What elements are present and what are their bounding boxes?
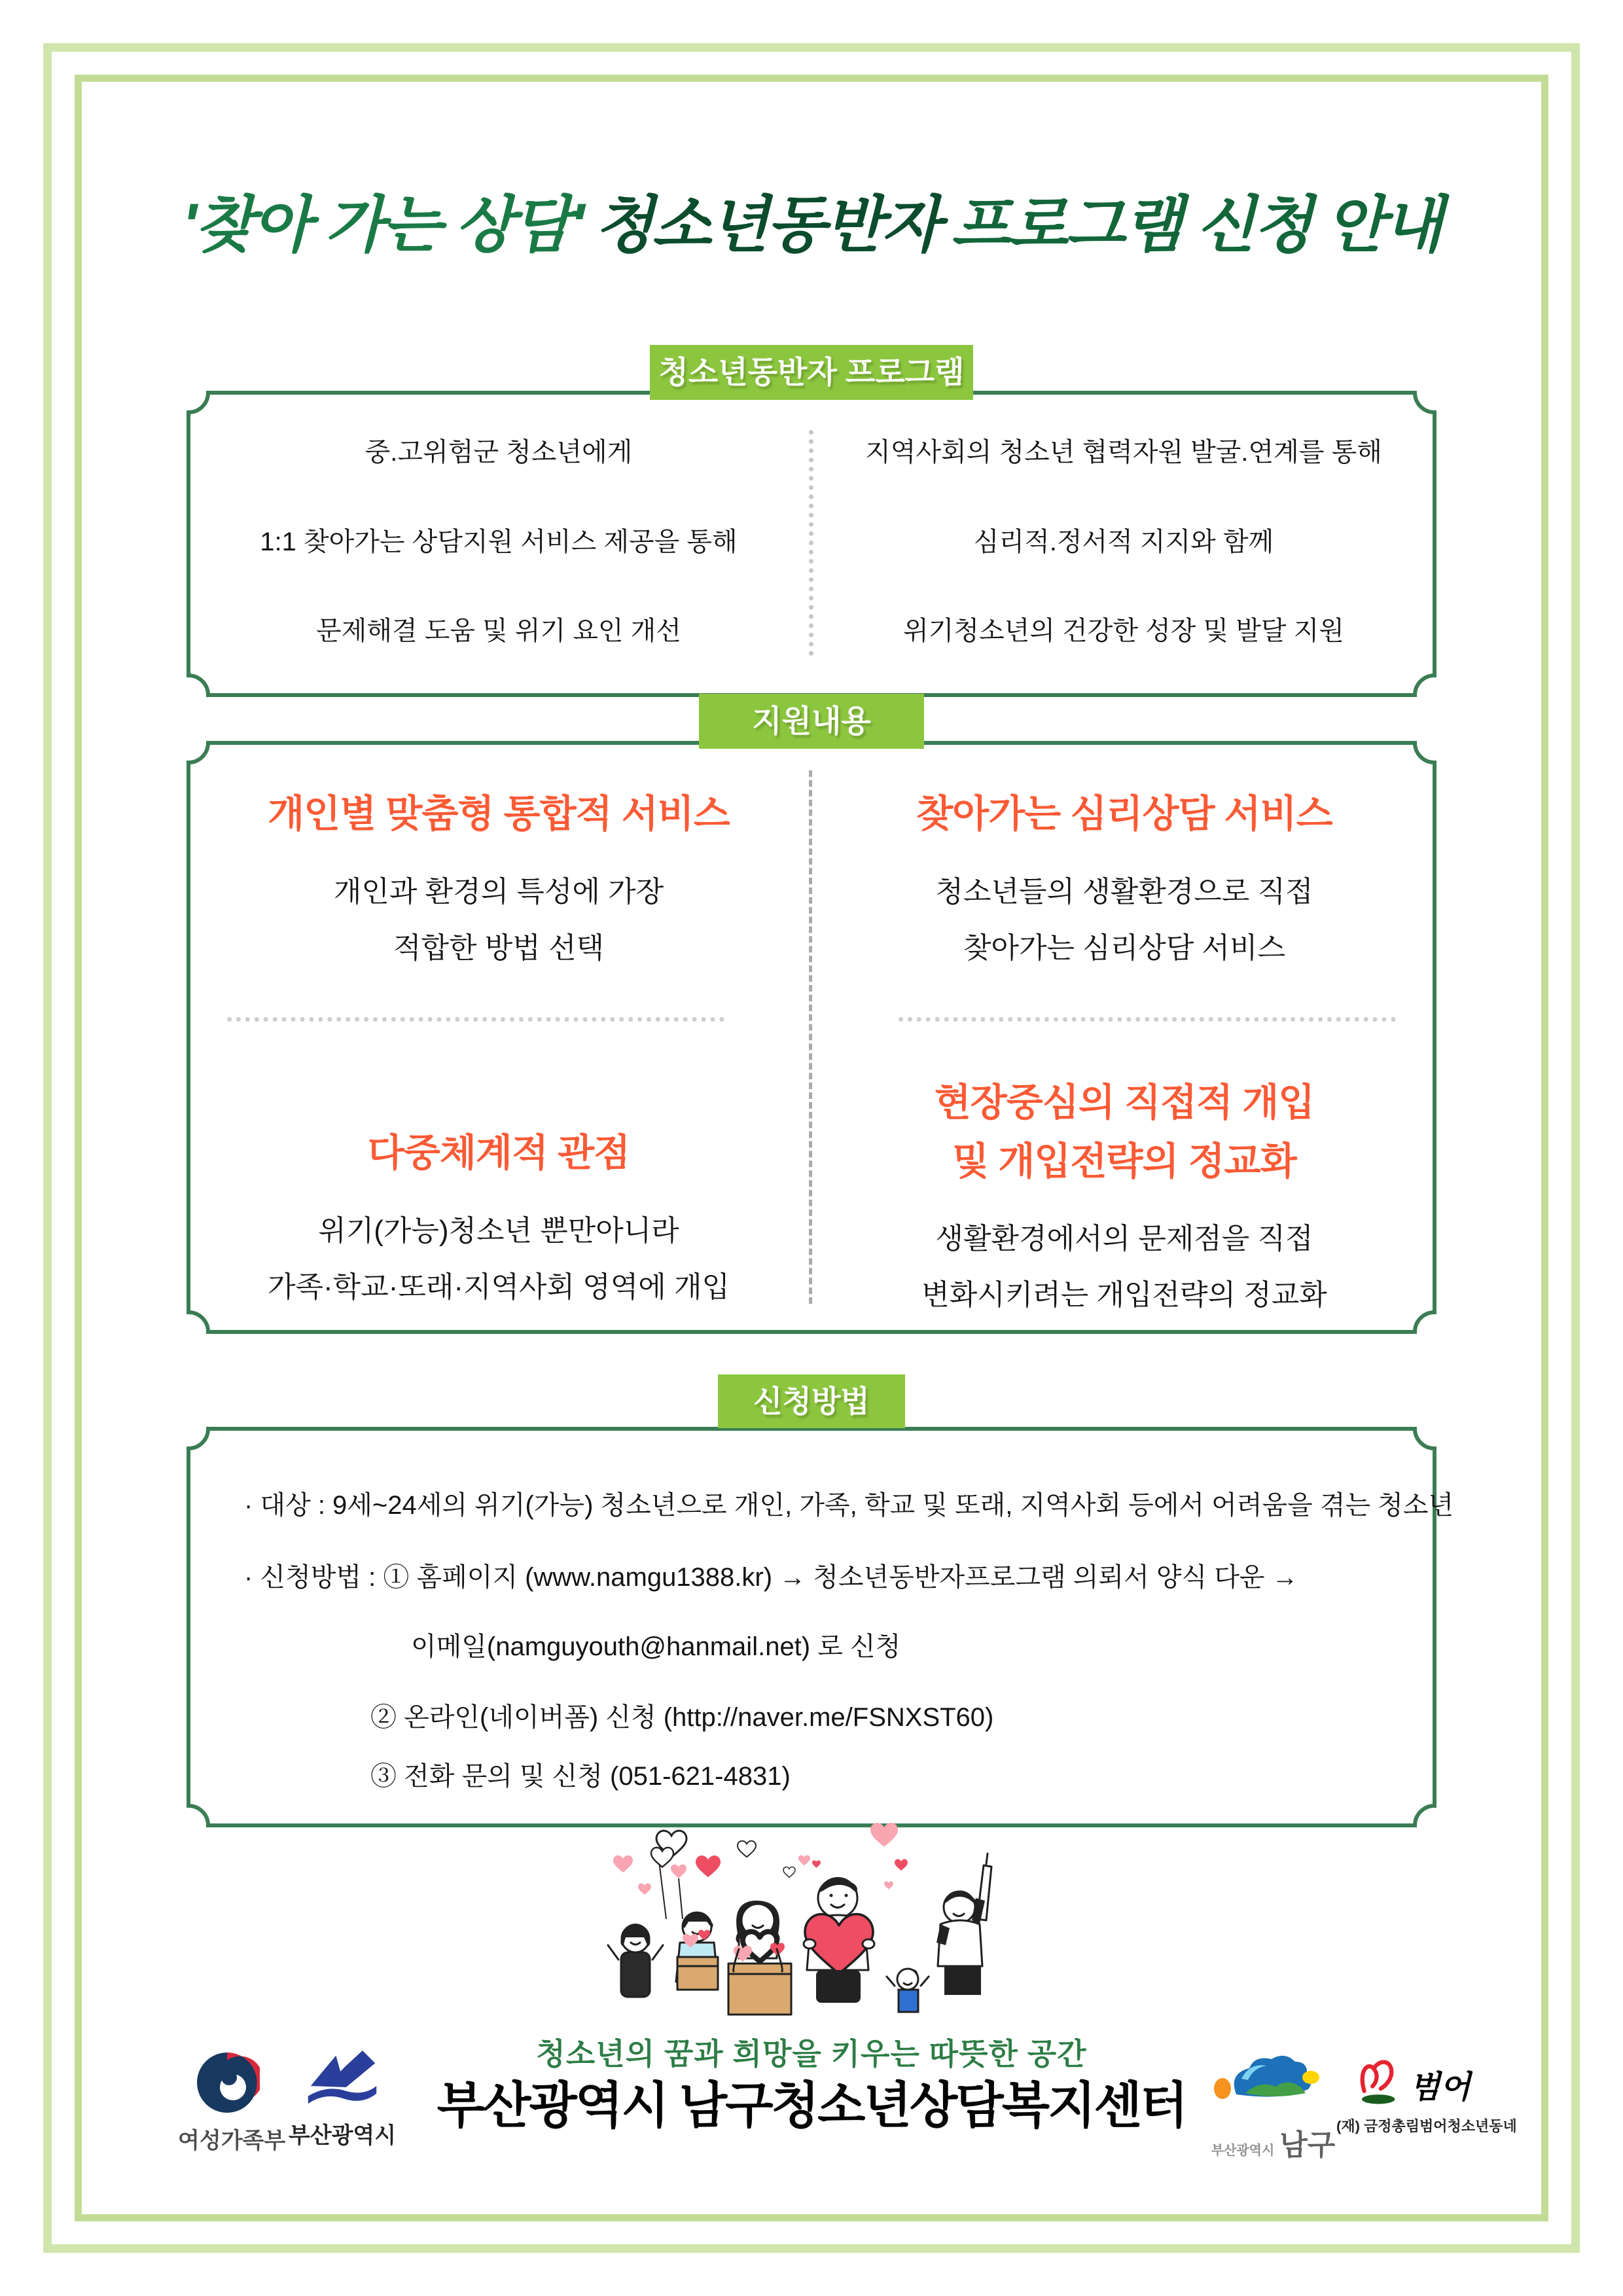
beomeo-logo-icon	[1356, 2054, 1403, 2114]
quadrant-line: 생활환경에서의 문제점을 직접	[935, 1223, 1313, 1255]
program-badge: 청소년동반자 프로그램	[650, 345, 973, 400]
heart-icon	[671, 1865, 687, 1878]
busan-city-logo	[287, 2046, 398, 2149]
support-left-divider	[227, 1017, 724, 1022]
namgu-logo	[1206, 2051, 1340, 2163]
heart-icon	[638, 1884, 651, 1895]
namgu-logo-label	[1206, 2121, 1340, 2163]
program-right-line: 위기청소년의 건강한 성장 및 발달 지원	[903, 617, 1344, 645]
quadrant-line: 청소년들의 생활환경으로 직접	[935, 876, 1313, 908]
quadrant-line: 변화시키려는 개입전략의 정교화	[921, 1279, 1327, 1311]
apply-email-line: 이메일(namguyouth@hanmail.net) 로 신청	[411, 1632, 901, 1661]
heart-icon	[696, 1856, 721, 1877]
section-apply	[187, 1384, 1454, 1827]
quadrant-title: 찾아가는 심리상담 서비스	[916, 793, 1332, 835]
apply-badge: 신청방법	[718, 1374, 905, 1428]
quadrant-line: 위기(가능)청소년 뿐만아니라	[318, 1215, 679, 1247]
kid-figure	[887, 1969, 929, 2012]
quadrant-title: 및 개입전략의 정교화	[952, 1140, 1296, 1183]
program-right-line: 심리적.정서적 지지와 함께	[973, 527, 1274, 556]
man-heart-figure	[804, 1877, 874, 2003]
namgu-logo-icon	[1211, 2051, 1336, 2117]
quadrant-title: 개인별 맞춤형 통합적 서비스	[268, 793, 730, 835]
poster-title	[0, 175, 1623, 264]
mogef-logo	[178, 2050, 286, 2155]
namgu-label-city: 부산광역시	[1211, 2144, 1275, 2158]
quadrant-line: 적합한 방법 선택	[393, 932, 604, 964]
title-part3: 프로그램 신청 안내	[950, 190, 1441, 259]
quadrant-title: 다중체계적 관점	[367, 1132, 630, 1174]
beomeo-logo-caption: (재) 금정총림범어청소년동네	[1336, 2118, 1517, 2134]
program-right-column	[836, 431, 1412, 647]
boy-box-figure	[676, 1912, 718, 1990]
title-part1: '찾아 가는 상담'	[182, 190, 583, 259]
quadrant-line: 찾아가는 심리상담 서비스	[963, 932, 1285, 964]
boy-pointing-figure	[936, 1854, 991, 1995]
support-quadrant-3	[211, 1132, 787, 1316]
footer-slogan: 청소년의 꿈과 희망을 키우는 따뜻한 공간	[536, 2037, 1087, 2071]
quadrant-title: 현장중심의 직접적 개입	[934, 1081, 1315, 1124]
program-left-column	[224, 431, 774, 647]
apply-online-line: ② 온라인(네이버폼) 신청 (http://naver.me/FSNXST60)	[370, 1703, 994, 1732]
heart-icon	[651, 1848, 673, 1867]
heart-icon	[613, 1856, 633, 1873]
program-right-line: 지역사회의 청소년 협력자원 발굴.연계를 통해	[865, 438, 1382, 467]
program-left-line: 문제해결 도움 및 위기 요인 개선	[316, 617, 681, 645]
heart-icon	[895, 1859, 908, 1871]
quadrant-line: 개인과 환경의 특성에 가장	[333, 876, 664, 908]
beomeo-logo	[1336, 2054, 1517, 2136]
support-center-divider	[809, 770, 812, 1304]
mogef-logo-icon	[194, 2050, 260, 2115]
namgu-label-gu: 남구	[1279, 2129, 1336, 2161]
apply-method-line: · 신청방법 : ① 홈페이지 (www.namgu1388.kr) → 청소년동반자프로그램 의뢰서 양식 다운 →	[244, 1563, 1298, 1592]
support-quadrant-2	[836, 793, 1412, 977]
busan-city-logo-icon	[304, 2046, 380, 2110]
heart-icon	[798, 1855, 810, 1865]
woman-box-figure	[728, 1901, 791, 2015]
beomeo-logo-name: 범어	[1410, 2070, 1471, 2105]
program-left-line: 1:1 찾아가는 상담지원 서비스 제공을 통해	[260, 527, 738, 556]
title-part2: 청소년동반자	[594, 190, 939, 259]
program-left-line: 중.고위험군 청소년에게	[365, 438, 633, 467]
support-quadrant-1	[211, 793, 787, 977]
support-right-divider	[899, 1017, 1396, 1022]
heart-icon	[738, 1841, 756, 1857]
org-name: 부산광역시 남구청소년상담복지센터	[437, 2078, 1186, 2134]
support-badge: 지원내용	[699, 694, 924, 749]
apply-phone-line: ③ 전화 문의 및 신청 (051-621-4831)	[370, 1762, 791, 1791]
heart-icon	[812, 1860, 821, 1867]
section-support	[187, 704, 1436, 1334]
heart-icon	[884, 1881, 893, 1889]
support-quadrant-4	[836, 1073, 1412, 1323]
section-program	[187, 355, 1436, 697]
girl-figure	[608, 1924, 663, 1997]
quadrant-line: 가족·학교·또래·지역사회 영역에 개입	[268, 1271, 730, 1303]
mogef-logo-label: 여성가족부	[178, 2128, 286, 2153]
busan-city-logo-label: 부산광역시	[288, 2123, 397, 2148]
people-hearts-illustration	[599, 1821, 1024, 2034]
heart-icon	[783, 1867, 795, 1877]
apply-target-line: · 대상 : 9세~24세의 위기(가능) 청소년으로 개인, 가족, 학교 및 또래, 지역사회 등에서 어려움을 겪는 청소년	[244, 1491, 1454, 1520]
program-column-divider	[809, 430, 813, 656]
heart-icon	[870, 1823, 898, 1847]
